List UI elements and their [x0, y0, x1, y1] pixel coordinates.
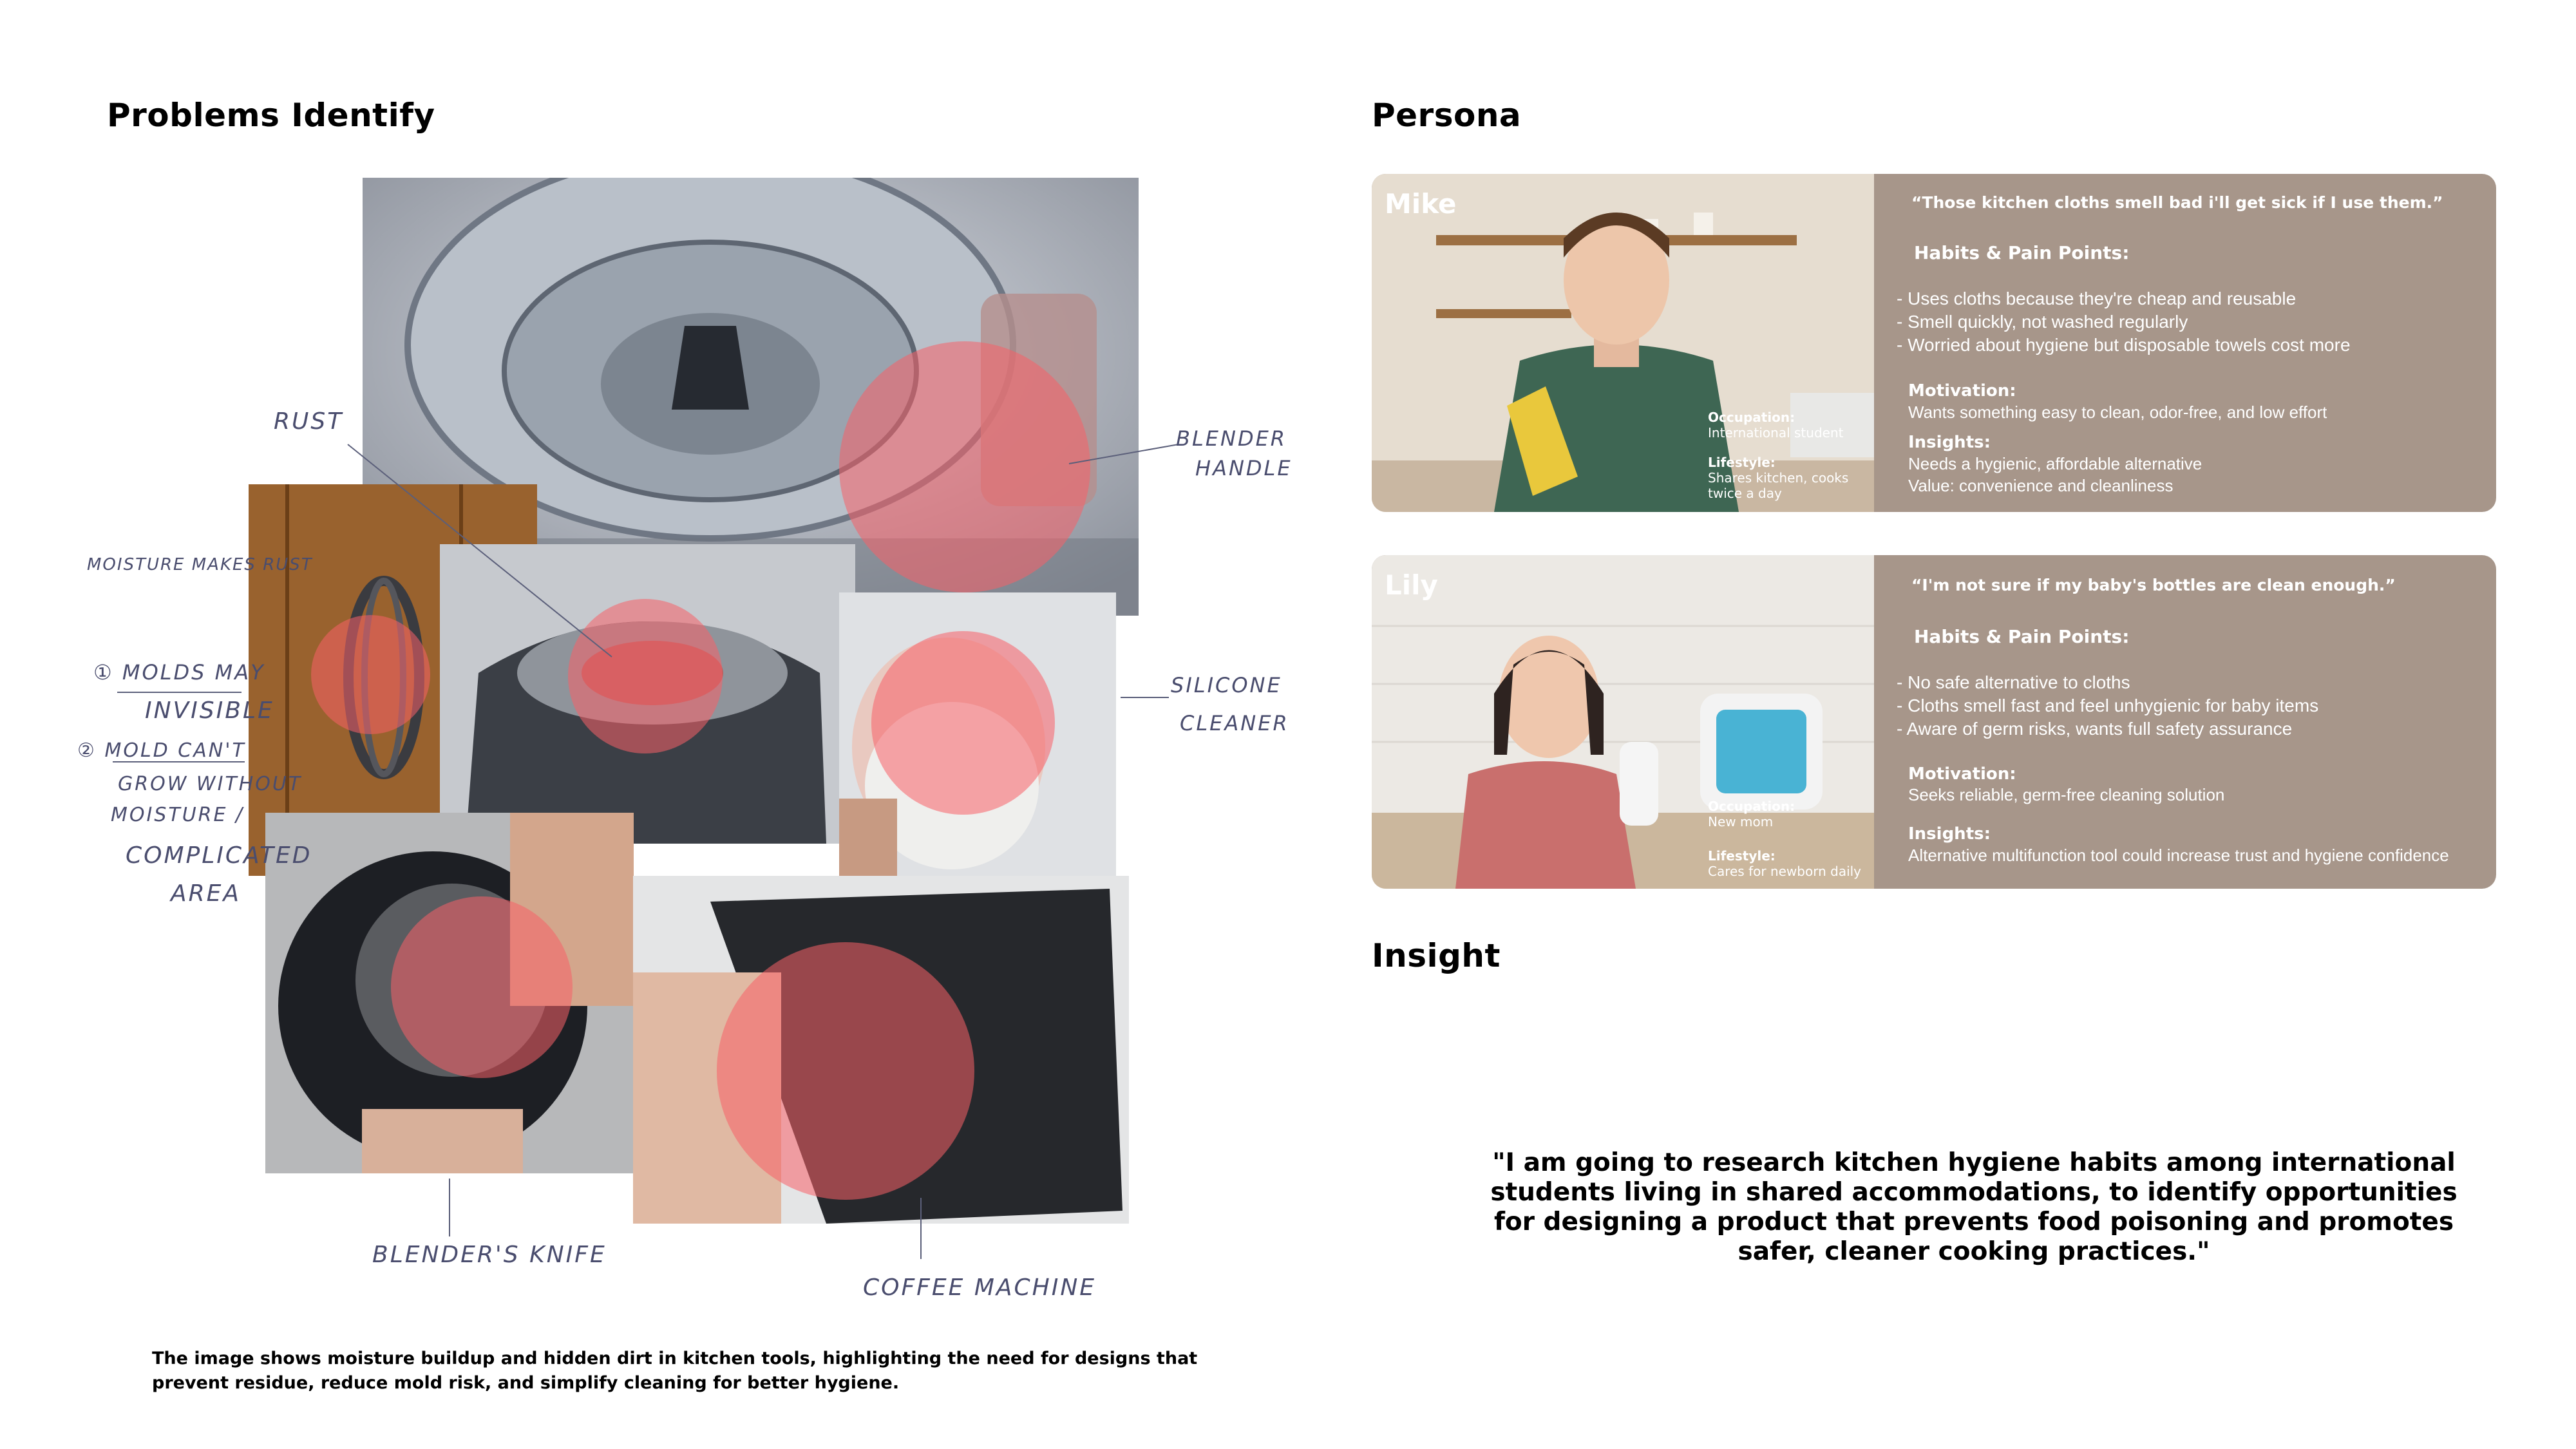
persona-card-mike: [1372, 174, 2496, 512]
note-complicated-line1: COMPLICATED: [126, 842, 312, 869]
persona-quote-mike: “Those kitchen cloths smell bad i'll get sick if I use them.”: [1911, 193, 2443, 212]
persona-occupation-mike: [1708, 410, 1875, 440]
persona-photo-lily: [1372, 555, 1874, 889]
persona-name-lily: Lily: [1385, 569, 1438, 601]
lifestyle-value-line1: Shares kitchen, cooks: [1708, 470, 1849, 486]
highlight-blender-base: [568, 599, 723, 753]
note-blender-handle-line1: BLENDER: [1176, 426, 1287, 451]
note-complicated-line2: AREA: [171, 880, 242, 907]
highlight-coffee-machine: [717, 942, 974, 1200]
insights-title-lily: Insights:: [1908, 824, 1991, 844]
note-moisture-makes-rust: MOISTURE MAKES RUST: [87, 555, 313, 574]
persona-lifestyle-lily: [1708, 848, 1875, 879]
motivation-text-lily: Seeks reliable, germ-free cleaning solution: [1908, 785, 2225, 804]
note-coffee-machine: COFFEE MACHINE: [863, 1274, 1097, 1301]
note-blender-handle-line2: HANDLE: [1195, 456, 1293, 480]
lifestyle-value-line1: Cares for newborn daily: [1708, 864, 1862, 879]
highlight-cabinet-handle: [311, 615, 430, 734]
occupation-value: New mom: [1708, 814, 1774, 829]
insights-text-mike-1: Needs a hygienic, affordable alternative: [1908, 454, 2202, 473]
persona-card-lily: [1372, 555, 2496, 889]
lifestyle-label: Lifestyle:: [1708, 848, 1776, 864]
highlight-silicone-cleaner: [871, 631, 1055, 815]
note-mold-line1: [77, 739, 246, 762]
lifestyle-label: Lifestyle:: [1708, 455, 1776, 470]
problems-caption: The image shows moisture buildup and hidden dirt in kitchen tools, highlighting the need for designs that prevent residue, reduce mold risk, and simplify cleaning for better hygiene.: [152, 1349, 1198, 1393]
motivation-text-mike: Wants something easy to clean, odor-free, and low effort: [1908, 402, 2327, 422]
habits-title-mike: Habits & Pain Points:: [1914, 242, 2130, 263]
note-molds-line1-text: MOLDS MAY: [122, 660, 265, 685]
persona-occupation-lily: [1708, 799, 1875, 829]
occupation-value: International student: [1708, 425, 1844, 440]
circled-number-1: ①: [93, 660, 114, 685]
note-silicone-line2: CLEANER: [1180, 711, 1289, 735]
habit-item: - Uses cloths because they're cheap and reusable: [1897, 289, 2297, 308]
motivation-title-lily: Motivation:: [1908, 764, 2016, 784]
problems-title: Problems Identify: [107, 97, 435, 134]
highlight-blender-knife: [391, 896, 573, 1078]
note-mold-line3: MOISTURE /: [111, 804, 245, 826]
habit-item: - Cloths smell fast and feel unhygienic for baby items: [1897, 696, 2319, 715]
note-mold-line2: GROW WITHOUT: [118, 773, 303, 795]
occupation-label: Occupation:: [1708, 410, 1795, 425]
motivation-title-mike: Motivation:: [1908, 381, 2016, 401]
habit-item: - Smell quickly, not washed regularly: [1897, 312, 2188, 332]
habits-list-lily: [1897, 671, 2318, 741]
circled-number-2: ②: [77, 739, 97, 762]
highlight-blender-handle: [839, 341, 1090, 592]
insight-statement: "I am going to research kitchen hygiene habits among international students living in shared accommodations, to identify opportunities for designing a product that prevents food poisoning and promotes safer, cleaner cooking practices.": [1490, 1148, 2458, 1266]
note-molds-line2: INVISIBLE: [145, 697, 274, 724]
note-mold-line1-text: MOLD CAN'T: [104, 739, 246, 762]
habit-item: - Aware of germ risks, wants full safety assurance: [1897, 719, 2293, 739]
habits-title-lily: Habits & Pain Points:: [1914, 626, 2130, 647]
note-silicone-line1: SILICONE: [1171, 673, 1282, 697]
persona-quote-lily: “I'm not sure if my baby's bottles are clean enough.”: [1911, 576, 2396, 594]
insights-title-mike: Insights:: [1908, 433, 1991, 452]
persona-lifestyle-mike: [1708, 455, 1875, 501]
persona-title: Persona: [1372, 97, 1522, 134]
persona-name-mike: Mike: [1385, 188, 1457, 220]
habits-list-mike: [1897, 287, 2351, 357]
lifestyle-value-line2: twice a day: [1708, 486, 1782, 501]
habit-item: - No safe alternative to cloths: [1897, 672, 2130, 692]
habit-item: - Worried about hygiene but disposable towels cost more: [1897, 335, 2351, 355]
insight-title: Insight: [1372, 937, 1501, 974]
note-molds-line1: [93, 660, 265, 685]
occupation-label: Occupation:: [1708, 799, 1795, 814]
insights-text-mike-2: Value: convenience and cleanliness: [1908, 476, 2174, 495]
note-blenders-knife: BLENDER'S KNIFE: [372, 1242, 607, 1268]
insights-text-lily-1: Alternative multifunction tool could increase trust and hygiene confidence: [1908, 846, 2449, 865]
note-rust: RUST: [274, 408, 344, 435]
